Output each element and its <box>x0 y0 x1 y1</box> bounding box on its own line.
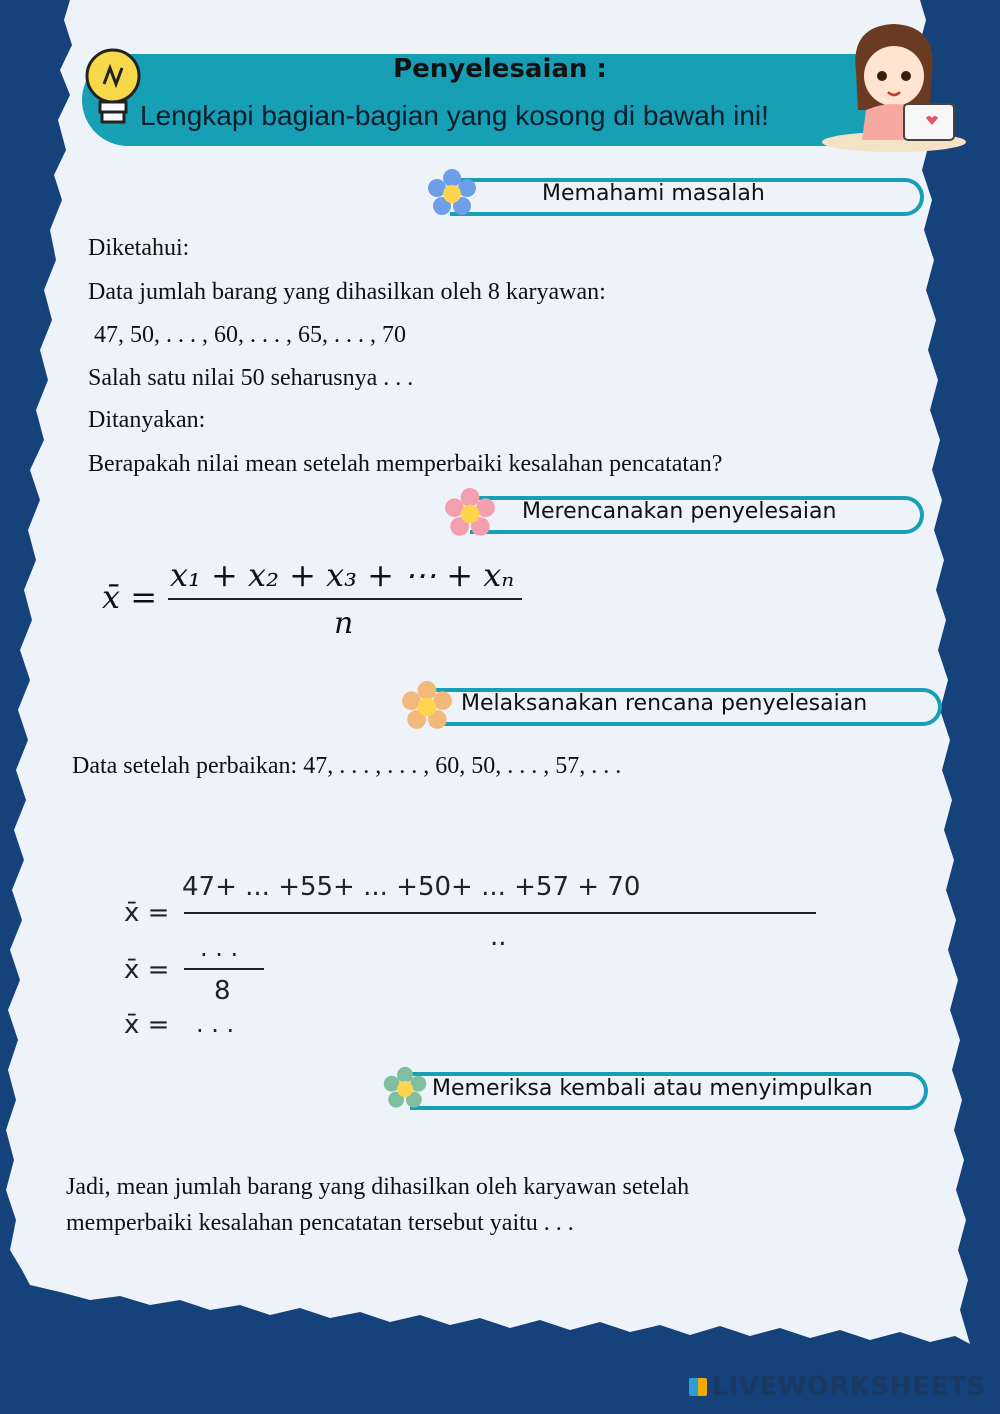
eq3-value: . . . <box>196 1010 235 1038</box>
step-understand-label: Memahami masalah <box>542 181 765 206</box>
corrected-data-line: Data setelah perbaikan: 47, . . . , . . . , 60, 50, . . . , 57, . . . <box>72 753 622 779</box>
formula-numerator: x₁ + x₂ + x₃ + ⋯ + xₙ <box>170 556 515 594</box>
eq2-numerator: . . . <box>200 934 239 962</box>
eq1-denominator: .. <box>490 922 507 952</box>
conclusion-line-2: memperbaiki kesalahan pencatatan tersebut yaitu . . . <box>66 1210 574 1236</box>
eq3-lhs: x̄ = <box>124 1010 170 1040</box>
step-plan-label: Merencanakan penyelesaian <box>522 499 837 524</box>
formula-lhs: x̄ = <box>102 578 158 616</box>
eq2-lhs: x̄ = <box>124 955 170 985</box>
lightbulb-icon <box>80 44 146 128</box>
flower-icon <box>443 487 497 541</box>
eq1-fraction-bar <box>184 912 816 914</box>
known-data-line: 47, 50, . . . , 60, . . . , 65, . . . , 70 <box>94 322 406 348</box>
step-execute-label: Melaksanakan rencana penyelesaian <box>461 691 868 716</box>
step-check-label: Memeriksa kembali atau menyimpulkan <box>432 1076 873 1101</box>
eq1-lhs: x̄ = <box>124 898 170 928</box>
flower-icon <box>382 1066 428 1112</box>
asked-label: Ditanyakan: <box>88 407 206 433</box>
flower-icon <box>426 168 478 220</box>
girl-with-laptop-illustration <box>818 14 970 154</box>
known-label: Diketahui: <box>88 235 190 261</box>
eq1-numerator: 47+ ... +55+ ... +50+ ... +57 + 70 <box>182 872 641 902</box>
liveworksheets-watermark <box>689 1372 986 1402</box>
liveworksheets-text: LIVEWORKSHEETS <box>711 1372 986 1402</box>
asked-question: Berapakah nilai mean setelah memperbaiki kesalahan pencatatan? <box>88 451 723 477</box>
liveworksheets-logo-icon <box>689 1378 707 1396</box>
eq2-denominator: 8 <box>214 976 231 1006</box>
conclusion-line-1: Jadi, mean jumlah barang yang dihasilkan oleh karyawan setelah <box>66 1174 690 1200</box>
header-subtitle: Lengkapi bagian-bagian yang kosong di bawah ini! <box>140 100 769 131</box>
eq2-fraction-bar <box>184 968 264 970</box>
header-title: Penyelesaian : <box>393 54 607 84</box>
known-line-1: Data jumlah barang yang dihasilkan oleh 8 karyawan: <box>88 279 606 305</box>
formula-fraction-bar <box>168 598 522 600</box>
flower-icon <box>400 680 454 734</box>
known-line-3: Salah satu nilai 50 seharusnya . . . <box>88 365 414 391</box>
formula-denominator: n <box>334 606 354 641</box>
